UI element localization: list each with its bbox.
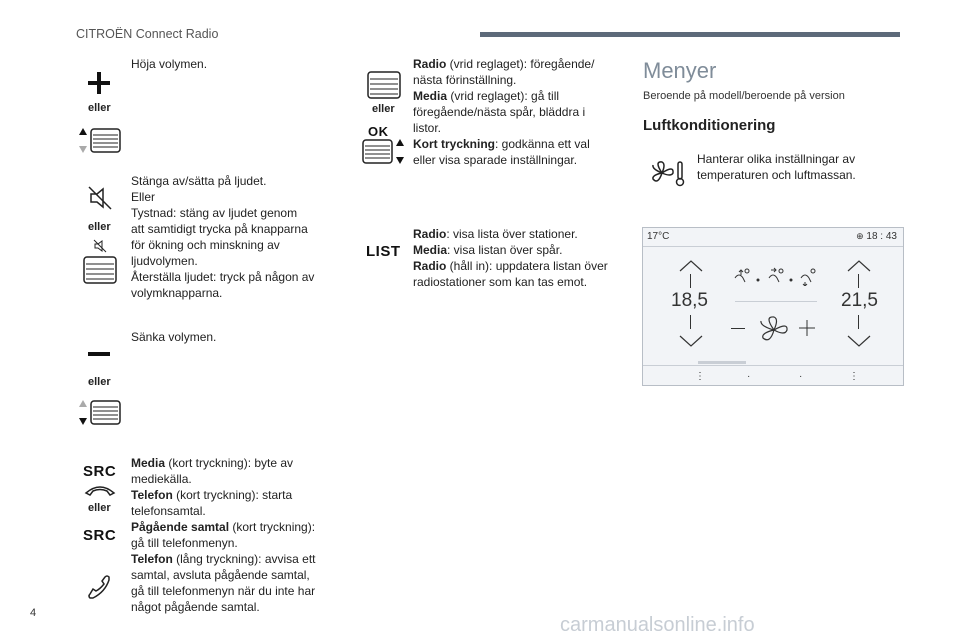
src-line-rest: (kort tryckning): starta — [172, 488, 293, 502]
left-temperature: 18,5 — [671, 290, 708, 311]
minus-icon — [88, 352, 110, 357]
src-line-bold: Pågående samtal — [131, 520, 230, 534]
vol-down-eller: eller — [88, 376, 111, 388]
mute-line: Stänga av/sätta på ljudet. — [131, 174, 267, 188]
src-key-label-2: SRC — [83, 527, 117, 544]
shortcut-dot-icon[interactable]: · — [747, 371, 751, 382]
radio-line-bold: Radio — [413, 57, 447, 71]
right-temp-tick — [858, 274, 859, 288]
mute-line: Återställa ljudet: tryck på någon av — [131, 270, 315, 284]
right-temp-up-button[interactable] — [847, 260, 871, 272]
radio-line — [413, 104, 623, 120]
rotary-wheel-icon — [366, 70, 402, 100]
src-line-rest: något pågående samtal. — [131, 600, 260, 614]
ok-key-label: OK — [368, 124, 389, 139]
mute-line: för ökning och minskning av — [131, 238, 280, 252]
mute-line: Eller — [131, 190, 156, 204]
src-line — [131, 567, 341, 583]
subsection-title: Luftkonditionering — [643, 117, 776, 134]
right-temp-down-button[interactable] — [847, 335, 871, 347]
list-line-bold: Radio — [413, 259, 447, 273]
rotary-wheel-ok-icon — [362, 138, 406, 166]
list-line — [413, 258, 628, 274]
list-line-rest: : visa lista över stationer. — [446, 227, 578, 241]
src-line — [131, 519, 341, 535]
src-line — [131, 471, 341, 487]
volume-wheel-up-icon — [78, 127, 122, 155]
radio-line — [413, 56, 623, 72]
left-temp-tick-lower — [690, 315, 691, 329]
radio-line-rest: (vrid reglaget): föregående/ — [446, 57, 595, 71]
list-line-rest: (håll in): uppdatera listan över — [446, 259, 608, 273]
radio-line-rest: nästa förinställning. — [413, 73, 517, 87]
src-line — [131, 535, 341, 551]
radio-line-rest: eller visa sparade inställningar. — [413, 153, 578, 167]
section-intro: Beroende på modell/beroende på version — [643, 90, 845, 102]
mute-line: att samtidigt trycka på knapparna — [131, 222, 308, 236]
src-line-rest: gå till telefonmenyn när du inte har — [131, 584, 316, 598]
src-text — [131, 455, 341, 615]
list-line-rest: radiostationer som kan tas emot. — [413, 275, 588, 289]
radio-line — [413, 120, 623, 136]
page-indicator — [698, 361, 746, 364]
phone-icon — [84, 484, 116, 496]
src-line-rest: (kort tryckning): — [229, 520, 316, 534]
src-eller: eller — [88, 502, 111, 514]
list-line-bold: Media — [413, 243, 448, 257]
section-title: Menyer — [643, 58, 717, 83]
shortcut-dot-icon[interactable]: · — [799, 371, 803, 382]
left-temp-up-button[interactable] — [679, 260, 703, 272]
vol-up-text: Höja volymen. — [131, 57, 208, 71]
mute-line: volymknapparna. — [131, 286, 223, 300]
radio-line — [413, 136, 623, 152]
radio-line-rest: listor. — [413, 121, 442, 135]
list-line-rest: : visa listan över spår. — [447, 243, 563, 257]
radio-line-rest: föregående/nästa spår, bläddra i — [413, 105, 586, 119]
radio-line-bold: Media — [413, 89, 448, 103]
src-line-bold: Telefon — [131, 552, 173, 566]
fan-increase-button[interactable] — [799, 320, 815, 336]
plus-icon — [88, 72, 110, 94]
list-text — [413, 226, 628, 290]
src-line-rest: gå till telefonmenyn. — [131, 536, 238, 550]
src-line-rest: (kort tryckning): byte av — [165, 456, 294, 470]
mute-small-icon — [93, 239, 107, 253]
header-title: CITROËN Connect Radio — [76, 27, 219, 41]
phone-handset-icon — [87, 575, 111, 599]
list-line-bold: Radio — [413, 227, 447, 241]
right-temp-tick-lower — [858, 315, 859, 329]
ambient-temperature: 17°C — [647, 231, 670, 242]
gps-icon: ⊕ — [856, 231, 864, 241]
vol-down-text: Sänka volymen. — [131, 330, 217, 344]
src-line — [131, 551, 341, 567]
src-line-rest: samtal, avsluta pågående samtal, — [131, 568, 310, 582]
air-distribution-buttons — [731, 266, 821, 286]
fan-icon — [758, 314, 790, 346]
src-line — [131, 583, 341, 599]
radio-line-rest: : godkänna ett val — [495, 137, 590, 151]
right-temperature: 21,5 — [841, 290, 878, 311]
vol-up-eller: eller — [88, 102, 111, 114]
mute-eller: eller — [88, 221, 111, 233]
distribution-divider — [735, 301, 817, 302]
radio-line-bold: Kort tryckning — [413, 137, 496, 151]
mute-icon — [88, 186, 112, 210]
menu-dots-icon[interactable]: ⋮ — [695, 371, 705, 382]
mute-text — [131, 173, 314, 301]
radio-line — [413, 72, 623, 88]
radio-line-rest: (vrid reglaget): gå till — [447, 89, 560, 103]
src-line — [131, 455, 341, 471]
screen-bottom-divider — [643, 365, 903, 366]
mute-line: Tystnad: stäng av ljudet genom — [131, 206, 298, 220]
list-key-label: LIST — [366, 243, 401, 260]
src-line-rest: mediekälla. — [131, 472, 192, 486]
ac-description: Hanterar olika inställningar av temperaturen och luftmassan. — [697, 152, 856, 182]
list-line — [413, 274, 628, 290]
src-line-bold: Media — [131, 456, 166, 470]
list-line — [413, 242, 628, 258]
src-line-rest: telefonsamtal. — [131, 504, 206, 518]
volume-wheel-down-icon — [78, 399, 122, 427]
src-line-rest: (lång tryckning): avvisa ett — [172, 552, 316, 566]
left-temp-down-button[interactable] — [679, 335, 703, 347]
clock-display — [856, 231, 897, 242]
fan-decrease-button[interactable] — [731, 328, 745, 329]
src-line-bold: Telefon — [131, 488, 173, 502]
fan-thermometer-icon — [650, 159, 686, 187]
screen-divider — [643, 246, 903, 247]
radio-eller: eller — [372, 103, 395, 115]
src-line — [131, 503, 341, 519]
radio-text — [413, 56, 623, 168]
bottom-shortcut-bar — [643, 368, 903, 384]
list-line — [413, 226, 628, 242]
radio-line — [413, 152, 623, 168]
src-line — [131, 487, 341, 503]
src-line — [131, 599, 341, 615]
left-temp-tick — [690, 274, 691, 288]
clock-value: 18 : 43 — [866, 231, 897, 242]
volume-wheel-mute-icon — [82, 255, 118, 285]
mute-line: ljudvolymen. — [131, 254, 198, 268]
page-number: 4 — [30, 607, 37, 619]
radio-line — [413, 88, 623, 104]
ac-screen — [642, 227, 904, 386]
header-bar — [480, 32, 900, 37]
watermark: carmanualsonline.info — [560, 614, 755, 636]
src-key-label: SRC — [83, 463, 117, 480]
options-dots-icon[interactable]: ⋮ — [849, 371, 859, 382]
